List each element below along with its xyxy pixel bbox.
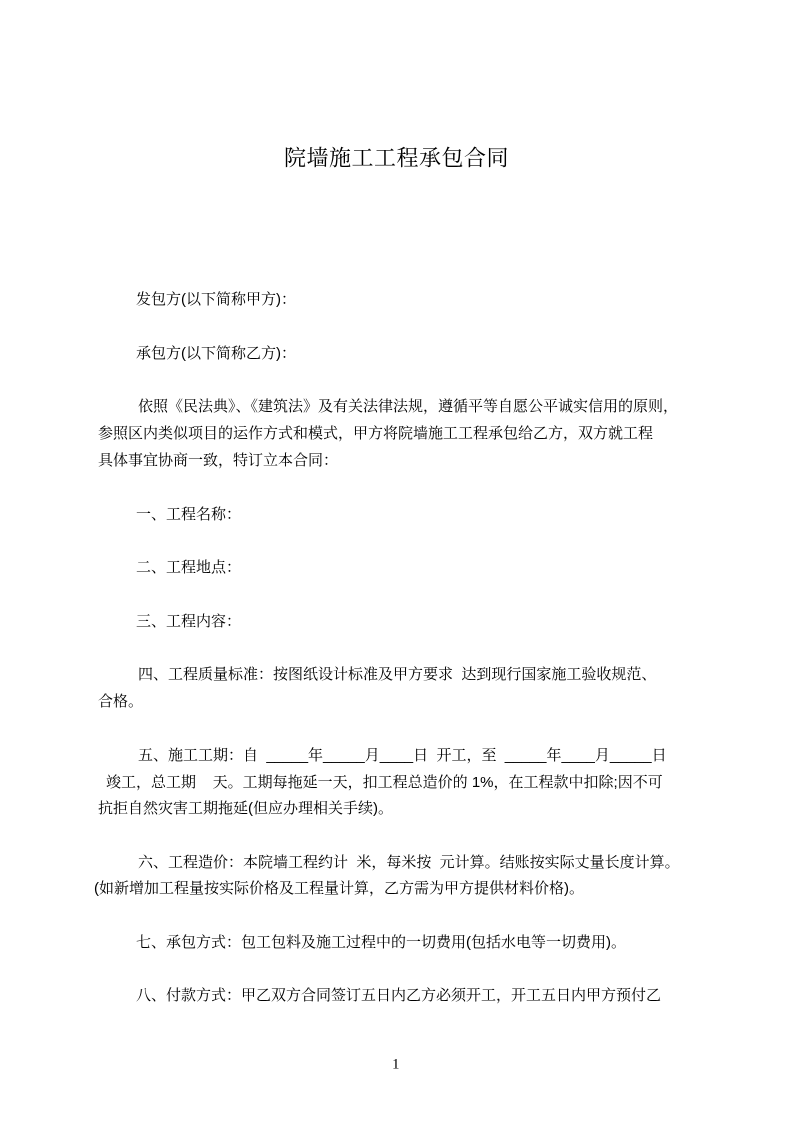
- page-number: 1: [392, 1056, 400, 1073]
- clause-construction-period: 竣工，总工期 天。工期每拖延一天，扣工程总造价的 1%，在工程款中扣除;因不可: [106, 774, 663, 791]
- clause-project-name: 一、工程名称：: [136, 506, 242, 523]
- clause-project-content: 三、工程内容：: [136, 613, 242, 630]
- document-title: 院墙施工工程承包合同: [283, 145, 509, 171]
- clause-contract-method: 七、承包方式：包工包料及施工过程中的一切费用(包括水电等一切费用)。: [136, 934, 626, 951]
- preamble-line: 依照《民法典》、《建筑法》及有关法律法规，遵循平等自愿公平诚实信用的原则，: [138, 398, 679, 415]
- clause-quality-standard: 合格。: [98, 693, 144, 710]
- preamble-line: 参照区内类似项目的运作方式和模式，甲方将院墙施工工程承包给乙方，双方就工程: [98, 425, 654, 442]
- clause-construction-period: 抗拒自然灾害工期拖延(但应办理相关手续)。: [98, 800, 393, 817]
- clause-construction-period: 五、施工工期：自 _____年_____月____日 开工，至 _____年____月_____日: [138, 747, 667, 764]
- clause-project-cost: 六、工程造价：本院墙工程约计 米，每米按 元计算。结账按实际丈量长度计算。: [138, 854, 680, 871]
- preamble-line: 具体事宜协商一致，特订立本合同：: [98, 452, 339, 469]
- clause-project-location: 二、工程地点：: [136, 559, 242, 576]
- clause-payment-method: 八、付款方式：甲乙双方合同签订五日内乙方必须开工，开工五日内甲方预付乙: [136, 987, 662, 1004]
- party-a-line: 发包方(以下简称甲方)：: [136, 291, 296, 308]
- clause-quality-standard: 四、工程质量标准：按图纸设计标准及甲方要求 达到现行国家施工验收规范、: [138, 666, 657, 683]
- party-b-line: 承包方(以下简称乙方)：: [136, 345, 296, 362]
- clause-project-cost: (如新增加工程量按实际价格及工程量计算，乙方需为甲方提供材料价格)。: [94, 880, 584, 897]
